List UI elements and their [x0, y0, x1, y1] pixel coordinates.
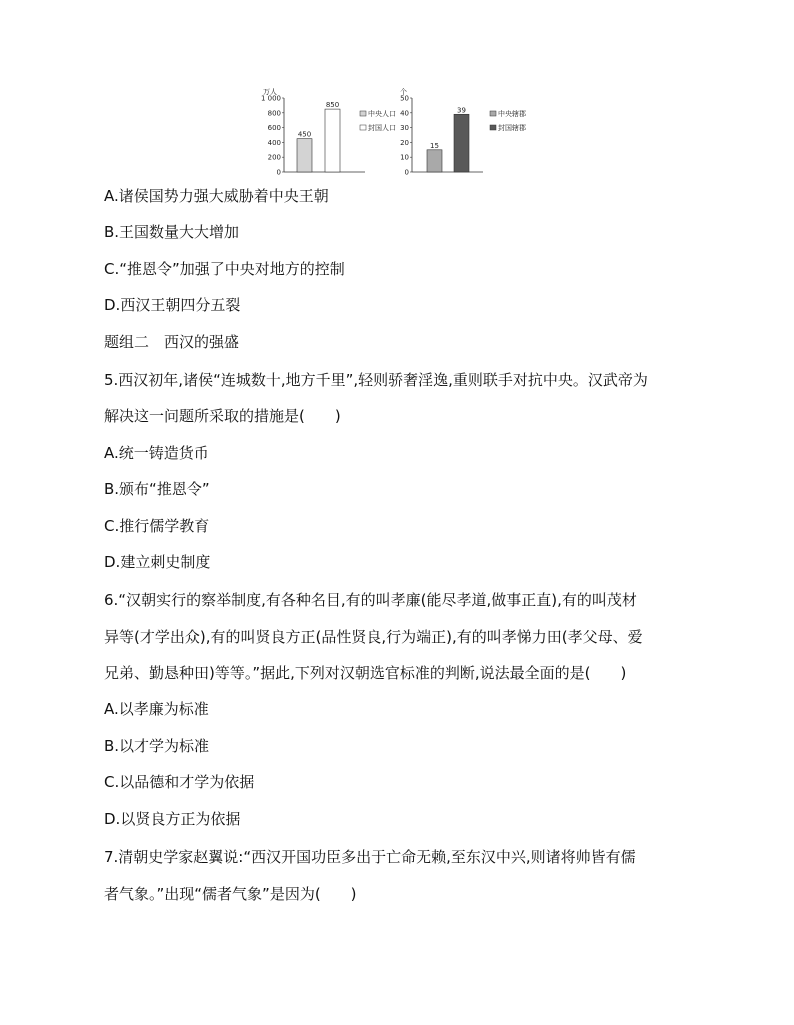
- chart1-tick-label: 1 000: [260, 94, 281, 103]
- chart1-legend-swatch-2: [360, 125, 366, 130]
- chart2-tick-label: 30: [400, 124, 409, 133]
- option-b-q4: B.王国数量大大增加: [104, 223, 240, 241]
- option-d-q4: D.西汉王朝四分五裂: [104, 296, 241, 314]
- chart1-tick-label: 200: [267, 153, 281, 162]
- chart1-tick-label: 400: [267, 138, 281, 147]
- chart2-legend-label-2: 封国辖郡: [498, 124, 526, 132]
- question-5-line-2: 解决这一问题所采取的措施是( ): [104, 407, 341, 425]
- option-d-q5: D.建立刺史制度: [104, 553, 211, 571]
- chart2-legend-swatch-2: [490, 125, 496, 130]
- chart2-tick-label: 50: [400, 94, 409, 103]
- option-a-q4: A.诸侯国势力强大威胁着中央王朝: [104, 187, 329, 205]
- chart2-data-label: 39: [457, 106, 466, 115]
- bar-charts-figure: [255, 86, 545, 178]
- chart-population: [261, 87, 396, 177]
- option-c-q4: C.“推恩令”加强了中央对地方的控制: [104, 260, 345, 278]
- option-b-q5: B.颁布“推恩令”: [104, 480, 210, 498]
- chart2-bar: [427, 150, 442, 172]
- option-b-q6: B.以才学为标准: [104, 737, 210, 755]
- question-6-line-3: 兄弟、勤恳种田)等等。”据此,下列对汉朝选官标准的判断,说法最全面的是( ): [104, 664, 627, 682]
- chart1-legend-label-2: 封国人口: [368, 124, 396, 132]
- chart1-bar: [325, 109, 340, 172]
- chart1-tick-label: 800: [267, 109, 281, 118]
- chart1-data-label: 450: [297, 130, 312, 139]
- chart1-tick-label: 600: [267, 124, 281, 133]
- chart2-legend-swatch-1: [490, 111, 496, 116]
- option-a-q5: A.统一铸造货币: [104, 444, 209, 462]
- question-6-line-1: 6.“汉朝实行的察举制度,有各种名目,有的叫孝廉(能尽孝道,做事正直),有的叫茂材: [104, 591, 637, 609]
- section-heading: 题组二 西汉的强盛: [104, 333, 240, 351]
- chart1-tick-label: 0: [276, 168, 281, 177]
- chart2-legend-label-1: 中央辖郡: [498, 110, 526, 118]
- chart2-tick-label: 20: [400, 138, 409, 147]
- chart1-legend-label-1: 中央人口: [368, 110, 396, 118]
- population-and-commanderies-charts: [255, 86, 545, 178]
- chart2-bar: [454, 114, 469, 172]
- question-6-line-2: 异等(才学出众),有的叫贤良方正(品性贤良,行为端正),有的叫孝悌力田(孝父母、爱: [104, 628, 643, 646]
- question-7-line-1: 7.清朝史学家赵翼说:“西汉开国功臣多出于亡命无赖,至东汉中兴,则诸将帅皆有儒: [104, 848, 636, 866]
- option-c-q6: C.以品德和才学为依据: [104, 773, 255, 791]
- chart1-legend-swatch-1: [360, 111, 366, 116]
- chart1-bar: [297, 139, 312, 172]
- chart1-ylabel: 万人: [263, 88, 277, 96]
- question-7-line-2: 者气象。”出现“儒者气象”是因为( ): [104, 885, 357, 903]
- chart2-ylabel: 个: [400, 88, 407, 96]
- option-d-q6: D.以贤良方正为依据: [104, 810, 241, 828]
- chart2-data-label: 15: [430, 141, 439, 150]
- question-5-line-1: 5.西汉初年,诸侯“连城数十,地方千里”,轻则骄奢淫逸,重则联手对抗中央。汉武帝为: [104, 371, 648, 389]
- chart2-tick-label: 40: [400, 109, 409, 118]
- chart2-tick-label: 10: [400, 153, 409, 162]
- chart1-data-label: 850: [325, 101, 340, 110]
- chart-commanderies: [400, 87, 526, 177]
- chart2-tick-label: 0: [404, 168, 409, 177]
- option-c-q5: C.推行儒学教育: [104, 517, 210, 535]
- option-a-q6: A.以孝廉为标准: [104, 700, 209, 718]
